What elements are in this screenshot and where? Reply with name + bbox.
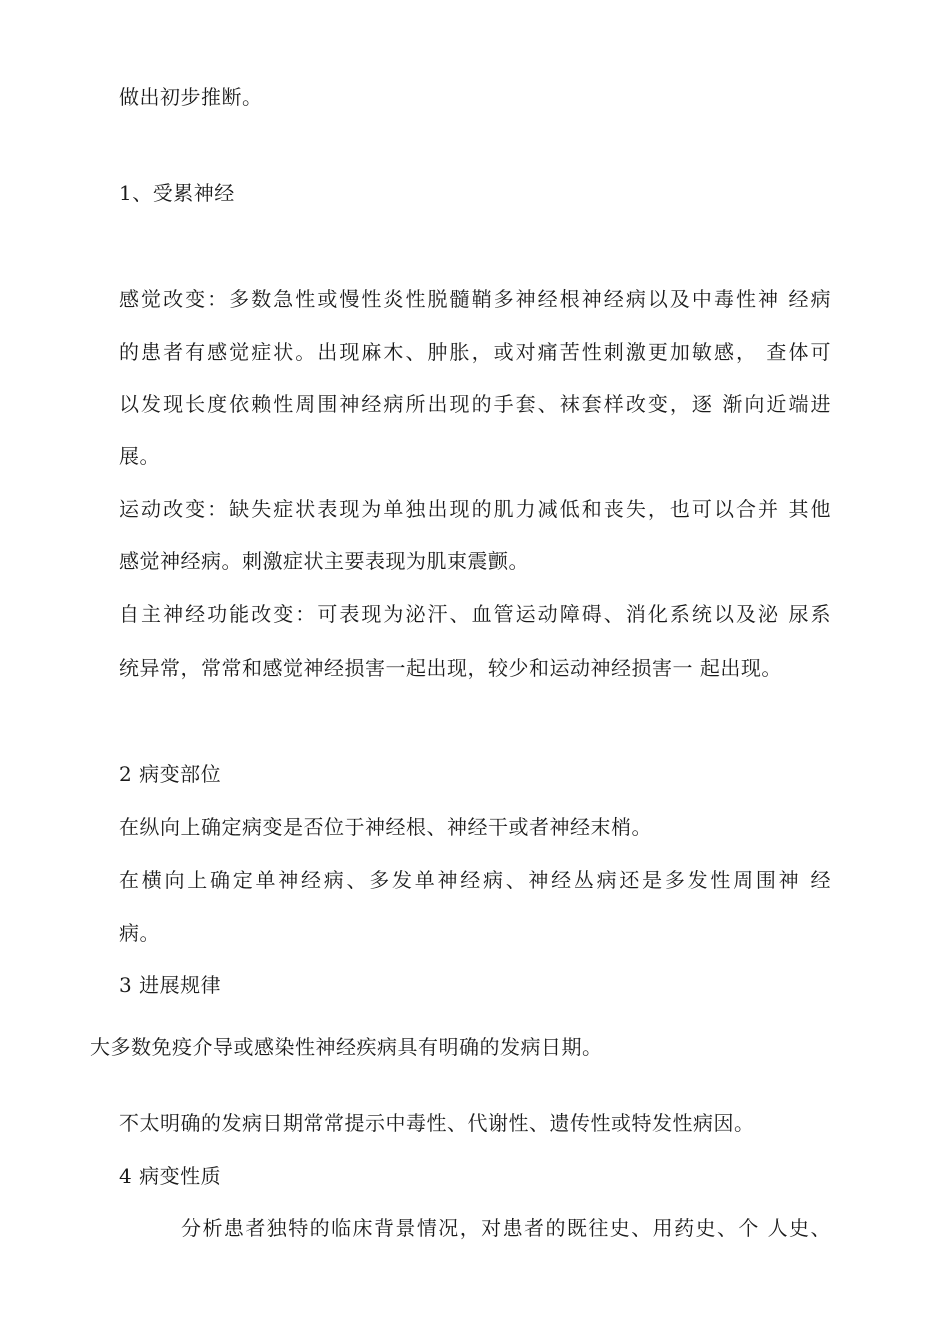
text-line-continuation: 做出初步推断。 bbox=[119, 85, 263, 109]
paragraph-autonomic-line-2: 统异常，常常和感觉神经损害一起出现，较少和运动神经损害一 起出现。 bbox=[119, 656, 782, 680]
section-heading-lesion-location: 2 病变部位 bbox=[119, 762, 222, 786]
paragraph-sensory-line-2: 的患者有感觉症状。出现麻木、肿胀，或对痛苦性刺激更加敏感， 查体可 bbox=[119, 340, 831, 364]
section-heading-affected-nerves: 1、受累神经 bbox=[119, 181, 235, 205]
section-heading-progression: 3 进展规律 bbox=[119, 973, 222, 997]
paragraph-motor-line-2: 感觉神经病。刺激症状主要表现为肌束震颤。 bbox=[119, 549, 529, 573]
paragraph-sensory-line-1: 感觉改变：多数急性或慢性炎性脱髓鞘多神经根神经病以及中毒性神 经病 bbox=[119, 287, 831, 311]
paragraph-sensory-line-3: 以发现长度依赖性周围神经病所出现的手套、袜套样改变，逐 渐向近端进 bbox=[119, 392, 831, 416]
section-heading-lesion-nature: 4 病变性质 bbox=[119, 1164, 222, 1188]
paragraph-clinical-background: 分析患者独特的临床背景情况，对患者的既往史、用药史、个 人史、 bbox=[181, 1216, 831, 1240]
paragraph-transverse-line-1: 在横向上确定单神经病、多发单神经病、神经丛病还是多发性周围神 经 bbox=[119, 868, 831, 892]
paragraph-transverse-line-2: 病。 bbox=[119, 921, 160, 945]
paragraph-onset-clear: 大多数免疫介导或感染性神经疾病具有明确的发病日期。 bbox=[90, 1035, 603, 1059]
paragraph-onset-unclear: 不太明确的发病日期常常提示中毒性、代谢性、遗传性或特发性病因。 bbox=[119, 1111, 755, 1135]
paragraph-motor-line-1: 运动改变：缺失症状表现为单独出现的肌力减低和丧失，也可以合并 其他 bbox=[119, 497, 831, 521]
paragraph-longitudinal: 在纵向上确定病变是否位于神经根、神经干或者神经末梢。 bbox=[119, 815, 652, 839]
paragraph-autonomic-line-1: 自主神经功能改变：可表现为泌汗、血管运动障碍、消化系统以及泌 尿系 bbox=[119, 602, 831, 626]
paragraph-sensory-line-4: 展。 bbox=[119, 444, 160, 468]
